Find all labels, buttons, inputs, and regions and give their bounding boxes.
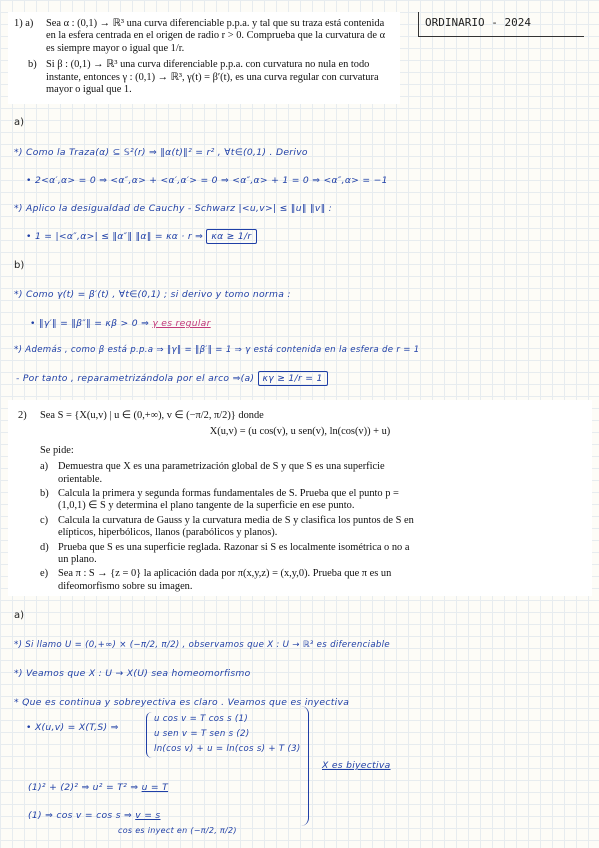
- note-line: X es biyectiva: [322, 760, 391, 771]
- problem-1-box: [8, 12, 400, 104]
- result-box: κα ≥ 1/r: [206, 229, 256, 244]
- problem-1a: 1) a) Sea α : (0,1) → ℝ³ una curva diferenciable p.p.a. y tal que su traza está contenida en la esfera centrada en el origen de radio r > 0. Comprueba que la curvatura de α es siempre mayor o igual que 1/r.: [14, 18, 386, 54]
- note-line: * Que es continua y sobreyectiva es claro . Veamos que es inyectiva: [14, 697, 350, 708]
- note-line: • X(u,v) = X(T,S) ⇒: [26, 722, 119, 733]
- note-line: (1)² + (2)² ⇒ u² = T² ⇒ u = T: [28, 782, 169, 793]
- result-box: κγ ≥ 1/r = 1: [258, 371, 328, 386]
- exam-label: ORDINARIO - 2024: [418, 12, 584, 37]
- section-a-label: a): [14, 610, 25, 621]
- note-line: - Por tanto , reparametrizándola por el arco ⇒(a) κγ ≥ 1/r = 1: [16, 373, 328, 384]
- problem-2-formula: X(u,v) = (u cos(v), u sen(v), ln(cos(v)) + u): [209, 426, 391, 438]
- system-eq-2: u sen v = T sen s (2): [154, 729, 250, 739]
- note-line: *) Aplico la desigualdad de Cauchy - Schwarz |<u,v>| ≤ ‖u‖ ‖v‖ :: [14, 203, 333, 214]
- section-b-label: b): [14, 260, 25, 271]
- problem-2-box: [8, 400, 592, 596]
- note-line: • 1 = |<α″,α>| ≤ ‖α″‖ ‖α‖ = κα · r ⇒ κα ≥ 1/r: [26, 231, 257, 242]
- system-eq-1: u cos v = T cos s (1): [154, 714, 248, 724]
- note-line: *) Además , como β está p.p.a ⇒ ‖γ‖ = ‖β′‖ = 1 ⇒ γ está contenida en la esfera de r = 1: [14, 345, 420, 355]
- problem-2-item: b) Calcula la primera y segunda formas fundamentales de S. Prueba que el punto p = (1,0,1) ∈ S y determina el plano tangente de la superficie en ese punto.: [40, 488, 399, 512]
- problem-2-items: [40, 461, 420, 593]
- problem-2-item: c) Calcula la curvatura de Gauss y la curvatura media de S y clasifica los puntos de S en elípticos, hiperbólicos, llanos (parabólicos y planos).: [40, 514, 414, 539]
- problem-1b: b) Si β : (0,1) → ℝ³ una curva diferenciable p.p.a. con curvatura no nula en todo instante, entonces γ : (0,1) → ℝ³, γ(t) = β′(t), es una curva regular con curvatura mayor o igual que 1.: [28, 59, 379, 96]
- note-line: • 2<α′,α> = 0 ⇒ <α″,α> + <α′,α′> = 0 ⇒ <α″,α> + 1 = 0 ⇒ <α″,α> = −1: [26, 175, 388, 186]
- note-line: • ‖γ′‖ = ‖β″‖ = κβ > 0 ⇒ γ es regular: [30, 318, 211, 329]
- se-pide: Se pide:: [40, 444, 74, 456]
- problem-2-item: e) Sea π : S → {z = 0} la aplicación dada por π(x,y,z) = (x,y,0). Prueba que π es un difeomorfismo sobre su imagen.: [40, 568, 392, 592]
- problem-2-intro: 2) Sea S = {X(u,v) | u ∈ (0,+∞), v ∈ (−π/2, π/2)} donde: [18, 410, 264, 421]
- note-line: *) Veamos que X : U → X(U) sea homeomorfismo: [14, 668, 251, 679]
- note-line: *) Como la Traza(α) ⊆ 𝕊²(r) ⇒ ‖α(t)‖² = r² , ∀t∈(0,1) . Derivo: [14, 147, 308, 158]
- problem-2-item: d) Prueba que S es una superficie reglada. Razonar si S es localmente isométrica o no a un plano.: [40, 541, 410, 566]
- note-line: *) Como γ(t) = β′(t) , ∀t∈(0,1) ; si derivo y tomo norma :: [14, 289, 291, 300]
- system-eq-3: ln(cos v) + u = ln(cos s) + T (3): [154, 744, 301, 754]
- note-line: *) Si llamo U = (0,+∞) × (−π/2, π/2) , observamos que X : U → ℝ³ es diferenciable: [14, 640, 390, 650]
- highlight-text: γ es regular: [152, 318, 211, 329]
- conclusion-brace: [300, 706, 309, 826]
- section-a-label: a): [14, 117, 25, 128]
- problem-2-item: a) Demuestra que X es una parametrización global de S y que S es una superficie orientable.: [40, 461, 385, 485]
- note-line: cos es inyect en (−π/2, π/2): [118, 826, 237, 835]
- note-line: (1) ⇒ cos v = cos s ⇒ v = s: [28, 810, 161, 821]
